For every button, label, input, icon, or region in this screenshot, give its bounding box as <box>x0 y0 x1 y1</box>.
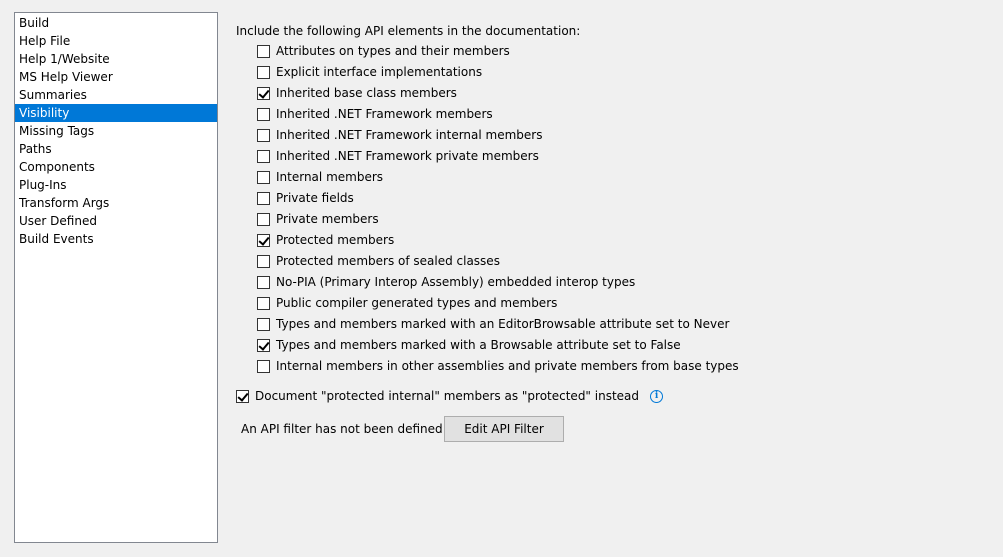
visibility-option[interactable] <box>257 62 996 83</box>
info-icon[interactable]: i <box>650 390 663 403</box>
visibility-option[interactable] <box>257 272 996 293</box>
option-label: Public compiler generated types and members <box>276 296 558 310</box>
visibility-option[interactable] <box>257 230 996 251</box>
nav-item-components[interactable]: Components <box>19 160 95 174</box>
option-checkbox[interactable] <box>257 192 270 205</box>
nav-item-help-file[interactable]: Help File <box>19 34 71 48</box>
visibility-option[interactable] <box>257 83 996 104</box>
nav-item-paths[interactable]: Paths <box>19 142 52 156</box>
option-checkbox[interactable] <box>257 360 270 373</box>
option-label: No-PIA (Primary Interop Assembly) embedded interop types <box>276 275 636 289</box>
option-checkbox[interactable] <box>257 276 270 289</box>
nav-item-visibility[interactable]: Visibility <box>15 104 217 122</box>
visibility-option[interactable] <box>257 188 996 209</box>
option-checkbox[interactable] <box>257 318 270 331</box>
visibility-option[interactable] <box>257 104 996 125</box>
option-checkbox[interactable] <box>257 87 270 100</box>
option-label: Inherited base class members <box>276 86 457 100</box>
nav-item-build-events[interactable]: Build Events <box>19 232 94 246</box>
visibility-option[interactable] <box>257 167 996 188</box>
visibility-option[interactable] <box>257 125 996 146</box>
protected-internal-option[interactable] <box>236 386 996 407</box>
option-checkbox[interactable] <box>257 129 270 142</box>
api-filter-status: An API filter has not been defined <box>241 422 443 436</box>
option-label: Private fields <box>276 191 354 205</box>
property-category-list[interactable] <box>14 12 218 543</box>
option-label: Inherited .NET Framework private members <box>276 149 539 163</box>
visibility-options-list <box>257 41 996 377</box>
option-checkbox[interactable] <box>257 297 270 310</box>
option-label: Protected members of sealed classes <box>276 254 500 268</box>
intro-text: Include the following API elements in the documentation: <box>236 24 581 38</box>
visibility-option[interactable] <box>257 41 996 62</box>
nav-item-ms-help-viewer[interactable]: MS Help Viewer <box>19 70 113 84</box>
option-checkbox[interactable] <box>257 66 270 79</box>
visibility-option[interactable] <box>257 209 996 230</box>
option-label: Internal members in other assemblies and private members from base types <box>276 359 739 373</box>
option-label: Types and members marked with an EditorBrowsable attribute set to Never <box>276 317 730 331</box>
visibility-option[interactable] <box>257 356 996 377</box>
api-filter-row <box>236 416 996 442</box>
nav-item-help-1-website[interactable]: Help 1/Website <box>19 52 110 66</box>
protected-internal-checkbox[interactable] <box>236 390 249 403</box>
nav-item-user-defined[interactable]: User Defined <box>19 214 97 228</box>
visibility-option[interactable] <box>257 146 996 167</box>
option-checkbox[interactable] <box>257 339 270 352</box>
nav-item-missing-tags[interactable]: Missing Tags <box>19 124 95 138</box>
edit-api-filter-button[interactable]: Edit API Filter <box>444 416 564 442</box>
nav-item-summaries[interactable]: Summaries <box>19 88 87 102</box>
option-label: Protected members <box>276 233 395 247</box>
option-label: Explicit interface implementations <box>276 65 483 79</box>
option-checkbox[interactable] <box>257 108 270 121</box>
visibility-option[interactable] <box>257 293 996 314</box>
visibility-option[interactable] <box>257 251 996 272</box>
option-checkbox[interactable] <box>257 171 270 184</box>
nav-item-plug-ins[interactable]: Plug-Ins <box>19 178 67 192</box>
visibility-option[interactable] <box>257 314 996 335</box>
option-checkbox[interactable] <box>257 234 270 247</box>
nav-item-build[interactable]: Build <box>19 16 50 30</box>
option-label: Types and members marked with a Browsable attribute set to False <box>276 338 681 352</box>
option-checkbox[interactable] <box>257 150 270 163</box>
visibility-option[interactable] <box>257 335 996 356</box>
option-label: Private members <box>276 212 379 226</box>
option-label: Internal members <box>276 170 384 184</box>
option-checkbox[interactable] <box>257 213 270 226</box>
protected-internal-label: Document "protected internal" members as "protected" instead <box>255 389 640 403</box>
option-checkbox[interactable] <box>257 255 270 268</box>
visibility-panel <box>236 21 996 442</box>
option-label: Attributes on types and their members <box>276 44 510 58</box>
nav-item-transform-args[interactable]: Transform Args <box>19 196 110 210</box>
option-label: Inherited .NET Framework members <box>276 107 493 121</box>
option-checkbox[interactable] <box>257 45 270 58</box>
option-label: Inherited .NET Framework internal members <box>276 128 543 142</box>
